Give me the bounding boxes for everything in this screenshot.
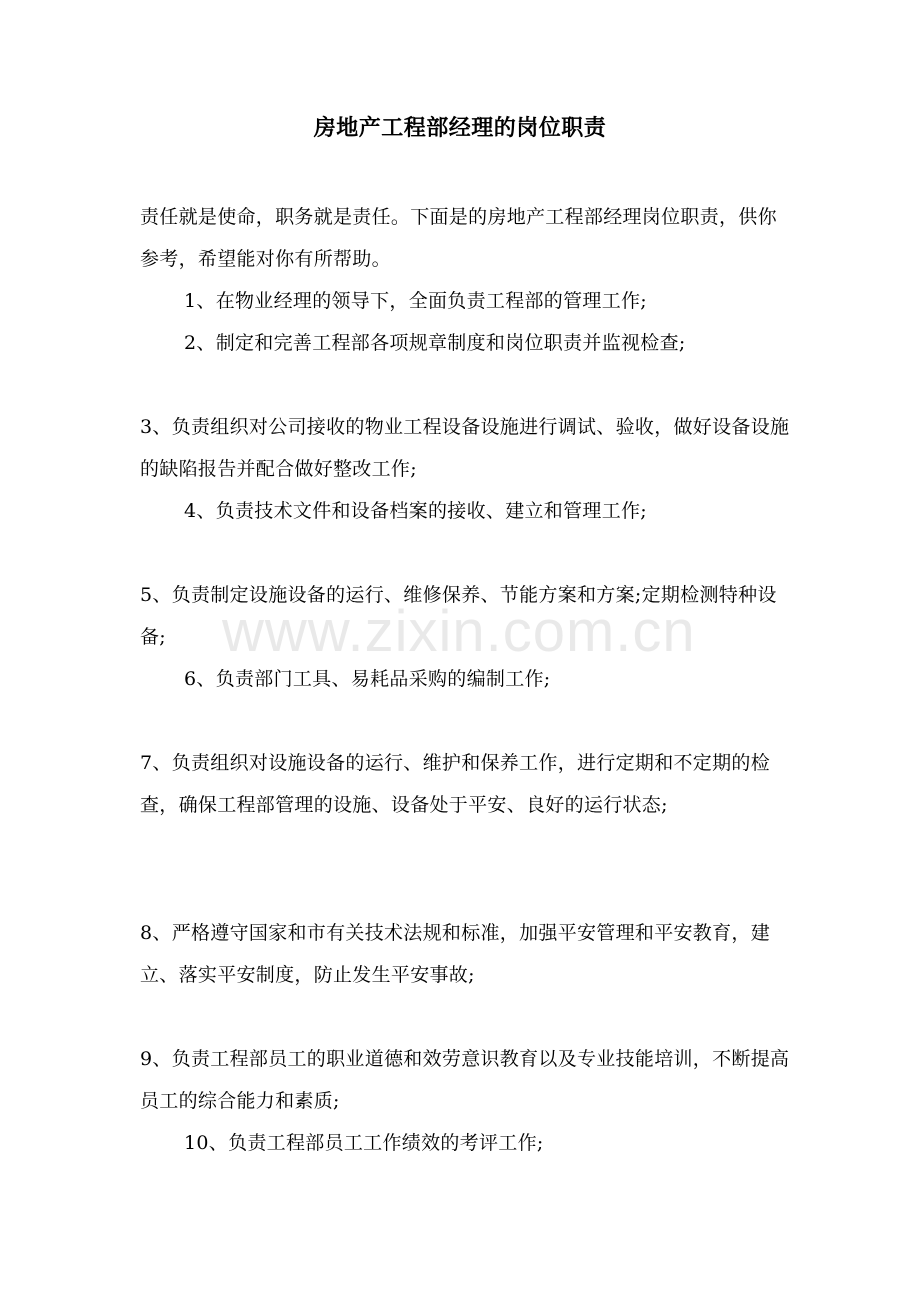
- intro-paragraph: 责任就是使命，职务就是责任。下面是的房地产工程部经理岗位职责，供你参考，希望能对你有所帮助。: [140, 206, 777, 270]
- watermark-text: www.zixin.com.cn: [222, 599, 696, 664]
- list-item: 1、在物业经理的领导下，全面负责工程部的管理工作;: [184, 290, 647, 312]
- list-item: 2、制定和完善工程部各项规章制度和岗位职责并监视检查;: [184, 332, 686, 354]
- list-item: 7、负责组织对设施设备的运行、维护和保养工作，进行定期和不定期的检查，确保工程部管理的设施、设备处于平安、良好的运行状态;: [140, 752, 770, 816]
- list-item: 3、负责组织对公司接收的物业工程设备设施进行调试、验收，做好设备设施的缺陷报告并配合做好整改工作;: [140, 416, 790, 480]
- list-item: 4、负责技术文件和设备档案的接收、建立和管理工作;: [184, 500, 647, 522]
- page-title: 房地产工程部经理的岗位职责: [313, 115, 607, 141]
- list-item: 10、负责工程部员工工作绩效的考评工作;: [184, 1132, 544, 1154]
- list-item: 6、负责部门工具、易耗品采购的编制工作;: [184, 668, 551, 690]
- list-item: 5、负责制定设施设备的运行、维修保养、节能方案和方案;定期检测特种设备;: [140, 584, 777, 648]
- list-item: 9、负责工程部员工的职业道德和效劳意识教育以及专业技能培训，不断提高员工的综合能力和素质;: [140, 1048, 790, 1112]
- list-item: 8、严格遵守国家和市有关技术法规和标准，加强平安管理和平安教育，建立、落实平安制度，防止发生平安事故;: [140, 922, 770, 986]
